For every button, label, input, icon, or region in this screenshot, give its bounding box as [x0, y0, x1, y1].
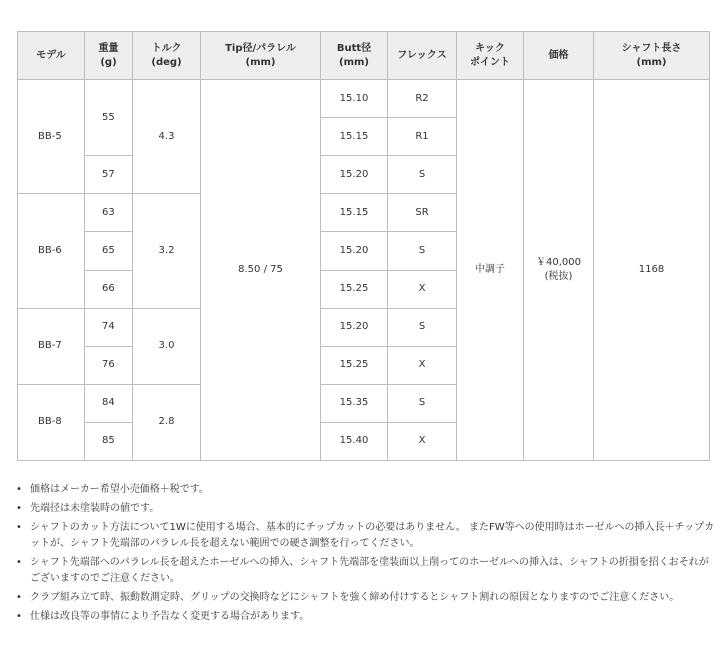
weight-cell: 76 — [85, 346, 133, 384]
flex-cell: S — [388, 156, 457, 194]
flex-cell: X — [388, 270, 457, 308]
flex-cell: S — [388, 308, 457, 346]
header-butt: Butt径 (mm) — [321, 32, 388, 80]
weight-cell: 55 — [85, 80, 133, 156]
flex-cell: R2 — [388, 80, 457, 118]
header-weight: 重量 (g) — [85, 32, 133, 80]
table-header-row — [18, 32, 710, 80]
list-item: • シャフトのカット方法について1Wに使用する場合、基本的にチップカットの必要はありません。 またFW等への使用時はホーゼルへの挿入長＋チップカットが、シャフト先端部のパラレル長を超えない範囲での硬さ調整を行ってください。 — [16, 522, 715, 549]
bullet-icon: • — [16, 592, 22, 603]
list-item: • 価格はメーカー希望小売価格＋税です。 — [16, 482, 718, 498]
length-cell: 1168 — [594, 80, 710, 461]
butt-cell: 15.20 — [321, 308, 388, 346]
header-length: シャフト長さ (mm) — [594, 32, 710, 80]
weight-cell: 63 — [85, 194, 133, 232]
bullet-icon: • — [16, 522, 22, 533]
butt-cell: 15.25 — [321, 270, 388, 308]
kick-cell: 中調子 — [457, 80, 524, 461]
table-row — [18, 80, 710, 118]
flex-cell: S — [388, 232, 457, 270]
header-kick: キック ポイント — [457, 32, 524, 80]
header-torque: トルク (deg) — [133, 32, 201, 80]
bullet-icon: • — [16, 484, 22, 495]
header-flex: フレックス — [388, 32, 457, 80]
flex-cell: SR — [388, 194, 457, 232]
weight-cell: 84 — [85, 384, 133, 422]
torque-cell: 2.8 — [133, 384, 201, 460]
weight-cell: 57 — [85, 156, 133, 194]
torque-cell: 3.0 — [133, 308, 201, 384]
notes-list — [16, 482, 718, 628]
flex-cell: X — [388, 346, 457, 384]
header-model: モデル — [18, 32, 85, 80]
list-item: • クラブ組み立て時、振動数測定時、グリップの交換時などにシャフトを強く締め付けするとシャフト割れの原因となりますのでご注意ください。 — [16, 590, 718, 606]
butt-cell: 15.15 — [321, 194, 388, 232]
header-price: 価格 — [524, 32, 594, 80]
header-tip: Tip径/パラレル (mm) — [201, 32, 321, 80]
bullet-icon: • — [16, 611, 22, 622]
butt-cell: 15.20 — [321, 232, 388, 270]
bullet-icon: • — [16, 503, 22, 514]
tip-cell: 8.50 / 75 — [201, 80, 321, 461]
model-cell: BB-8 — [18, 384, 85, 460]
model-cell: BB-5 — [18, 80, 85, 194]
model-cell: BB-6 — [18, 194, 85, 308]
list-item: • シャフト先端部へのパラレル長を超えたホーゼルへの挿入、シャフト先端部を塗装面以上削ってのホーゼルへの挿入は、シャフトの折損を招くおそれがございますのでご注意ください。 — [16, 557, 709, 584]
butt-cell: 15.35 — [321, 384, 388, 422]
bullet-icon: • — [16, 557, 22, 568]
list-item: • 先端径は未塗装時の値です。 — [16, 501, 718, 517]
weight-cell: 85 — [85, 422, 133, 460]
shaft-spec-table — [17, 31, 710, 461]
torque-cell: 4.3 — [133, 80, 201, 194]
weight-cell: 66 — [85, 270, 133, 308]
price-cell: ￥40,000 (税抜) — [524, 80, 594, 461]
flex-cell: R1 — [388, 118, 457, 156]
torque-cell: 3.2 — [133, 194, 201, 308]
butt-cell: 15.15 — [321, 118, 388, 156]
flex-cell: X — [388, 422, 457, 460]
butt-cell: 15.10 — [321, 80, 388, 118]
flex-cell: S — [388, 384, 457, 422]
list-item: • 仕様は改良等の事情により予告なく変更する場合があります。 — [16, 609, 718, 625]
butt-cell: 15.20 — [321, 156, 388, 194]
model-cell: BB-7 — [18, 308, 85, 384]
weight-cell: 65 — [85, 232, 133, 270]
butt-cell: 15.40 — [321, 422, 388, 460]
weight-cell: 74 — [85, 308, 133, 346]
butt-cell: 15.25 — [321, 346, 388, 384]
